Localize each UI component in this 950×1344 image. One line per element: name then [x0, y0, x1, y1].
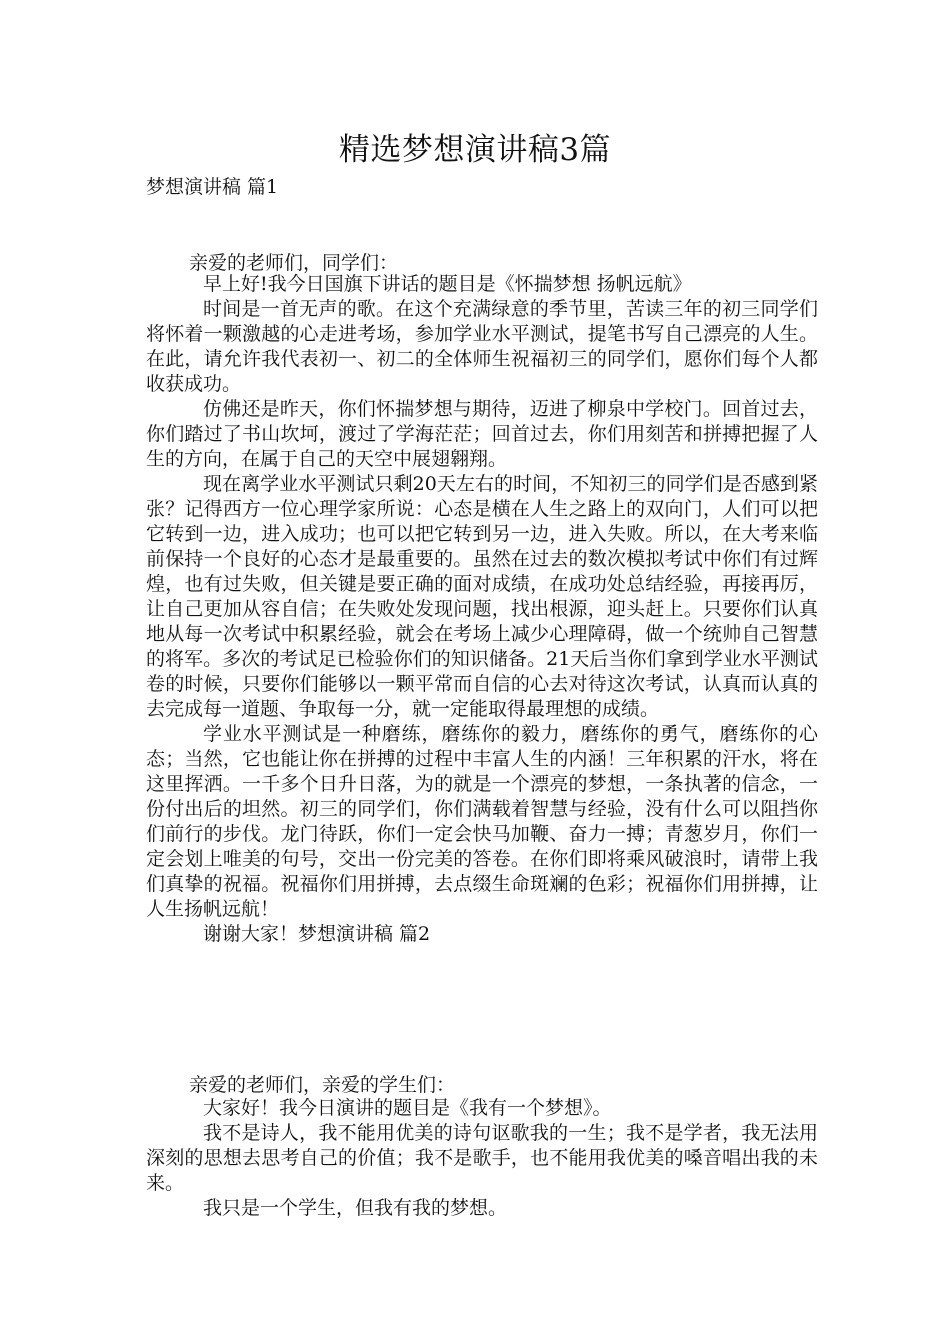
paragraph: 大家好！我今日演讲的题目是《我有一个梦想》。 [203, 1097, 612, 1119]
section-1-label: 梦想演讲稿 篇1 [146, 176, 279, 198]
paragraph: 我只是一个学生，但我有我的梦想。 [203, 1197, 508, 1219]
paragraph: 谢谢大家！梦想演讲稿 篇2 [203, 923, 431, 945]
paragraph: 我不是诗人，我不能用优美的诗句讴歌我的一生；我不是学者，我无法用深刻的思想去思考自己的价值；我不是歌手，也不能用我优美的嗓音唱出我的未来。 [146, 1122, 818, 1194]
section-2-body [146, 1096, 818, 1221]
section-2-greeting: 亲爱的老师们，亲爱的学生们： [189, 1074, 456, 1096]
document-title: 精选梦想演讲稿3篇 [338, 132, 612, 168]
paragraph: 早上好!我今日国旗下讲话的题目是《怀揣梦想 扬帆远航》 [203, 273, 692, 295]
paragraph: 仿佛还是昨天，你们怀揣梦想与期待，迈进了柳泉中学校门。回首过去，你们踏过了书山坎坷，渡过了学海茫茫；回首过去，你们用刻苦和拼搏把握了人生的方向，在属于自己的天空中展翅翱翔。 [146, 398, 818, 470]
paragraph: 学业水平测试是一种磨练，磨练你的毅力，磨练你的勇气，磨练你的心态；当然，它也能让你在拼搏的过程中丰富人生的内涵！三年积累的汗水，将在这里挥洒。一千多个日升日落，为的就是一个漂亮的梦想，一条执著的信念，一份付出后的坦然。初三的同学们，你们满载着智慧与经验，没有什么可以阻挡你们前行的步伐。龙门待跃，你们一定会快马加鞭、奋力一搏；青葱岁月，你们一定会划上唯美的句号，交出一份完美的答卷。在你们即将乘风破浪时，请带上我们真挚的祝福。祝福你们用拼搏，去点缀生命斑斓的色彩；祝福你们用拼搏，让人生扬帆远航！ [146, 723, 818, 920]
section-1-greeting: 亲爱的老师们，同学们： [189, 252, 399, 274]
paragraph: 时间是一首无声的歌。在这个充满绿意的季节里，苦读三年的初三同学们将怀着一颗激越的心走进考场，参加学业水平测试，提笔书写自己漂亮的人生。在此，请允许我代表初一、初二的全体师生祝福初三的同学们，愿你们每个人都收获成功。 [146, 298, 818, 395]
section-1-body [146, 272, 818, 947]
paragraph: 现在离学业水平测试只剩20天左右的时间，不知初三的同学们是否感到紧张？记得西方一位心理学家所说：心态是横在人生之路上的双向门，人们可以把它转到一边，进入成功；也可以把它转到另一边，进入失败。所以，在大考来临前保持一个良好的心态才是最重要的。虽然在过去的数次模拟考试中你们有过辉煌，也有过失败，但关键是要正确的面对成绩，在成功处总结经验，再接再厉，让自己更加从容自信；在失败处发现问题，找出根源，迎头赶上。只要你们认真地从每一次考试中积累经验，就会在考场上减少心理障碍，做一个统帅自己智慧的将军。多次的考试足已检验你们的知识储备。21天后当你们拿到学业水平测试卷的时候，只要你们能够以一颗平常而自信的心去对待这次考试，认真而认真的去完成每一道题、争取每一分，就一定能取得最理想的成绩。 [146, 473, 818, 720]
